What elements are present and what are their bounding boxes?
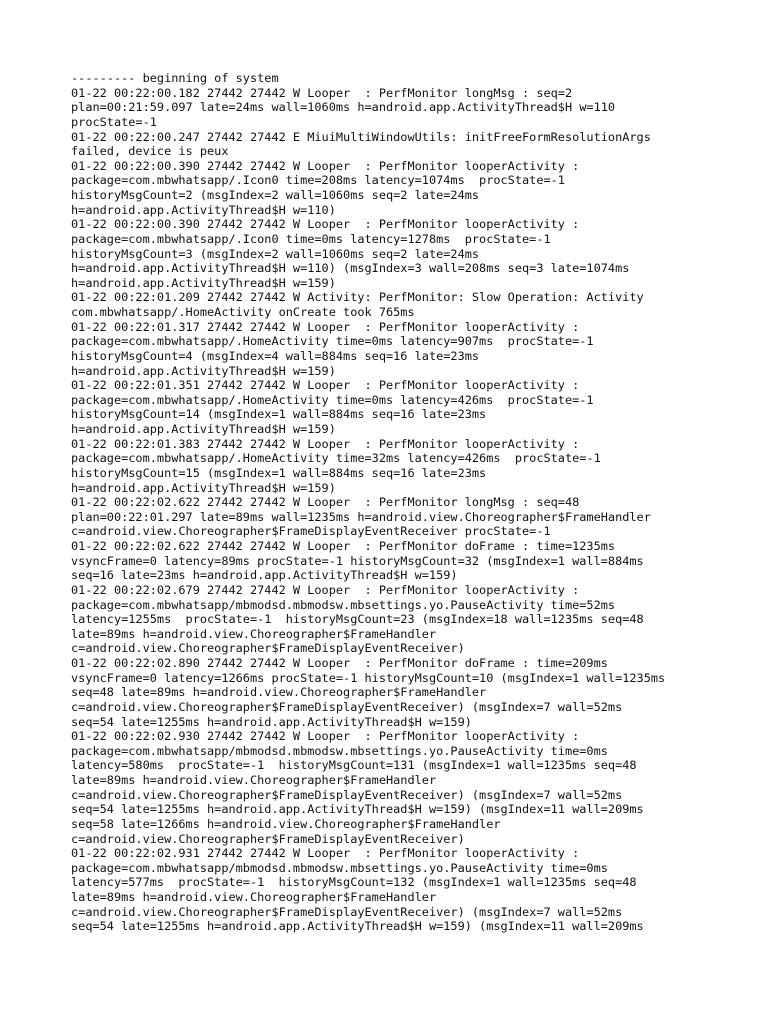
log-line: latency=580ms procState=-1 historyMsgCount=131 (msgIndex=1 wall=1235ms seq=48 (71, 758, 637, 773)
log-line: package=com.mbwhatsapp/mbmodsd.mbmodsw.mbsettings.yo.PauseActivity time=52ms (71, 597, 616, 612)
log-line: 01-22 00:22:01.209 27442 27442 W Activity: PerfMonitor: Slow Operation: Activity (71, 290, 644, 305)
log-line: 01-22 00:22:01.383 27442 27442 W Looper : PerfMonitor looperActivity : (71, 436, 580, 451)
log-line: h=android.app.ActivityThread$H w=159) (71, 275, 336, 290)
log-line: historyMsgCount=15 (msgIndex=1 wall=884ms seq=16 late=23ms (71, 465, 487, 480)
log-line: latency=1255ms procState=-1 historyMsgCount=23 (msgIndex=18 wall=1235ms seq=48 (71, 612, 644, 627)
log-line: 01-22 00:22:02.622 27442 27442 W Looper : PerfMonitor doFrame : time=1235ms (71, 539, 616, 553)
log-line: package=com.mbwhatsapp/.HomeActivity time=0ms latency=426ms procState=-1 (71, 392, 594, 407)
log-line: seq=54 late=1255ms h=android.app.ActivityThread$H w=159) (msgIndex=11 wall=209ms (71, 919, 644, 934)
log-line: c=android.view.Choreographer$FrameDisplayEventReceiver) (msgIndex=7 wall=52ms (71, 787, 623, 802)
log-line: 01-22 00:22:02.930 27442 27442 W Looper : PerfMonitor looperActivity : (71, 729, 580, 744)
log-line: seq=54 late=1255ms h=android.app.ActivityThread$H w=159) (71, 714, 472, 729)
log-line: procState=-1 (71, 114, 157, 129)
log-line: package=com.mbwhatsapp/mbmodsd.mbmodsw.mbsettings.yo.PauseActivity time=0ms (71, 860, 608, 875)
log-line: plan=00:21:59.097 late=24ms wall=1060ms h=android.app.ActivityThread$H w=110 (71, 100, 616, 115)
log-line: package=com.mbwhatsapp/.Icon0 time=0ms latency=1278ms procState=-1 (71, 231, 551, 246)
log-line: 01-22 00:22:00.390 27442 27442 W Looper : PerfMonitor looperActivity : (71, 158, 580, 173)
log-line: historyMsgCount=2 (msgIndex=2 wall=1060ms seq=2 late=24ms (71, 188, 480, 202)
log-line: vsyncFrame=0 latency=1266ms procState=-1 historyMsgCount=10 (msgIndex=1 wall=1235ms (71, 670, 666, 685)
log-line: plan=00:22:01.297 late=89ms wall=1235ms h=android.view.Choreographer$FrameHandler (71, 509, 651, 524)
log-line: late=89ms h=android.view.Choreographer$FrameHandler (71, 890, 437, 904)
log-line: late=89ms h=android.view.Choreographer$FrameHandler (71, 626, 437, 641)
log-line: seq=48 late=89ms h=android.view.Choreographer$FrameHandler (71, 685, 487, 700)
log-line: c=android.view.Choreographer$FrameDisplayEventReceiver) (71, 641, 465, 656)
log-line: 01-22 00:22:00.390 27442 27442 W Looper : PerfMonitor looperActivity : (71, 217, 580, 232)
log-line: 01-22 00:22:01.351 27442 27442 W Looper : PerfMonitor looperActivity : (71, 378, 580, 393)
log-text-block (71, 71, 731, 934)
log-line: package=com.mbwhatsapp/mbmodsd.mbmodsw.mbsettings.yo.PauseActivity time=0ms (71, 743, 608, 758)
log-line: 01-22 00:22:02.622 27442 27442 W Looper : PerfMonitor longMsg : seq=48 (71, 495, 580, 510)
log-line: 01-22 00:22:00.247 27442 27442 E MiuiMultiWindowUtils: initFreeFormResolutionArgs (71, 129, 651, 144)
log-line: historyMsgCount=3 (msgIndex=2 wall=1060ms seq=2 late=24ms (71, 246, 480, 261)
log-line: latency=577ms procState=-1 historyMsgCount=132 (msgIndex=1 wall=1235ms seq=48 (71, 875, 637, 890)
log-line: com.mbwhatsapp/.HomeActivity onCreate took 765ms (71, 305, 415, 319)
log-line: seq=16 late=23ms h=android.app.ActivityThread$H w=159) (71, 568, 458, 583)
log-line: late=89ms h=android.view.Choreographer$FrameHandler (71, 773, 437, 787)
log-line: h=android.app.ActivityThread$H w=159) (71, 480, 336, 495)
log-line: failed, device is peux (71, 144, 229, 159)
log-line: --------- beginning of system (71, 71, 279, 85)
log-line: package=com.mbwhatsapp/.HomeActivity time=0ms latency=907ms procState=-1 (71, 334, 594, 349)
log-line: 01-22 00:22:00.182 27442 27442 W Looper : PerfMonitor longMsg : seq=2 (71, 85, 573, 100)
log-line: seq=58 late=1266ms h=android.view.Choreographer$FrameHandler (71, 816, 501, 831)
log-line: h=android.app.ActivityThread$H w=159) (71, 363, 336, 378)
log-line: c=android.view.Choreographer$FrameDisplayEventReceiver procState=-1 (71, 524, 551, 539)
log-line: c=android.view.Choreographer$FrameDisplayEventReceiver) (71, 831, 465, 846)
log-line: historyMsgCount=14 (msgIndex=1 wall=884ms seq=16 late=23ms (71, 407, 487, 422)
log-line: package=com.mbwhatsapp/.HomeActivity time=32ms latency=426ms procState=-1 (71, 451, 601, 466)
log-line: package=com.mbwhatsapp/.Icon0 time=208ms latency=1074ms procState=-1 (71, 173, 565, 188)
log-line: c=android.view.Choreographer$FrameDisplayEventReceiver) (msgIndex=7 wall=52ms (71, 904, 623, 919)
log-line: h=android.app.ActivityThread$H w=159) (71, 422, 336, 436)
log-line: h=android.app.ActivityThread$H w=110) (msgIndex=3 wall=208ms seq=3 late=1074ms (71, 261, 630, 276)
log-line: h=android.app.ActivityThread$H w=110) (71, 202, 336, 217)
log-line: c=android.view.Choreographer$FrameDisplayEventReceiver) (msgIndex=7 wall=52ms (71, 699, 623, 714)
log-line: 01-22 00:22:01.317 27442 27442 W Looper : PerfMonitor looperActivity : (71, 319, 580, 334)
log-line: 01-22 00:22:02.931 27442 27442 W Looper : PerfMonitor looperActivity : (71, 846, 580, 861)
log-line: seq=54 late=1255ms h=android.app.ActivityThread$H w=159) (msgIndex=11 wall=209ms (71, 802, 644, 817)
log-line: historyMsgCount=4 (msgIndex=4 wall=884ms seq=16 late=23ms (71, 348, 480, 363)
log-line: vsyncFrame=0 latency=89ms procState=-1 historyMsgCount=32 (msgIndex=1 wall=884ms (71, 553, 644, 568)
log-line: 01-22 00:22:02.890 27442 27442 W Looper : PerfMonitor doFrame : time=209ms (71, 656, 608, 670)
log-line: 01-22 00:22:02.679 27442 27442 W Looper : PerfMonitor looperActivity : (71, 582, 580, 597)
